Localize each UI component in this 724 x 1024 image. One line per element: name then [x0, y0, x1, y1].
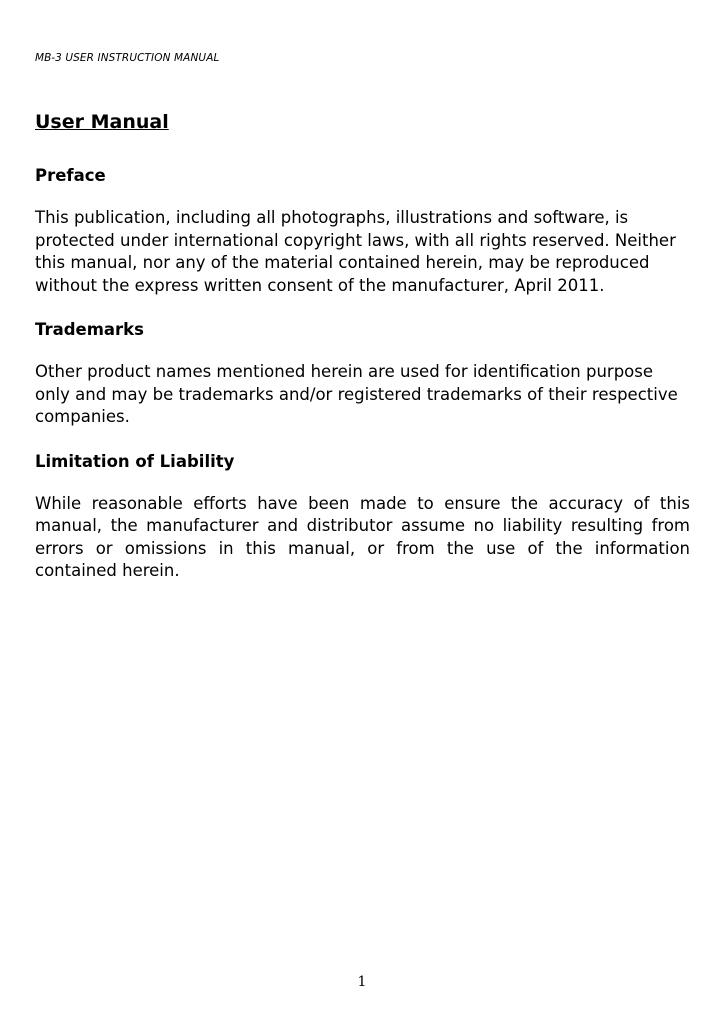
- document-title: User Manual: [35, 111, 169, 133]
- preface-paragraph: This publication, including all photographs, illustrations and software, is protected under international copyright laws, with all rights reserved. Neither this manual, nor any of the material contained herein, may be reproduced without the express written consent of the manufacturer, April 2011.: [35, 208, 676, 295]
- liability-paragraph: While reasonable efforts have been made to ensure the accuracy of this manual, the manufacturer and distributor assume no liability resulting from errors or omissions in this manual, or from the use of the information contained herein.: [35, 493, 690, 580]
- page-content: [35, 109, 690, 583]
- preface-heading: Preface: [35, 166, 106, 185]
- trademarks-heading: Trademarks: [35, 320, 144, 339]
- page-number: 1: [357, 974, 367, 990]
- trademarks-paragraph: Other product names mentioned herein are used for identification purpose only and may be trademarks and/or registered trademarks of their respective companies.: [35, 362, 678, 426]
- running-header: MB-3 USER INSTRUCTION MANUAL: [35, 52, 220, 64]
- liability-heading: Limitation of Liability: [35, 451, 235, 471]
